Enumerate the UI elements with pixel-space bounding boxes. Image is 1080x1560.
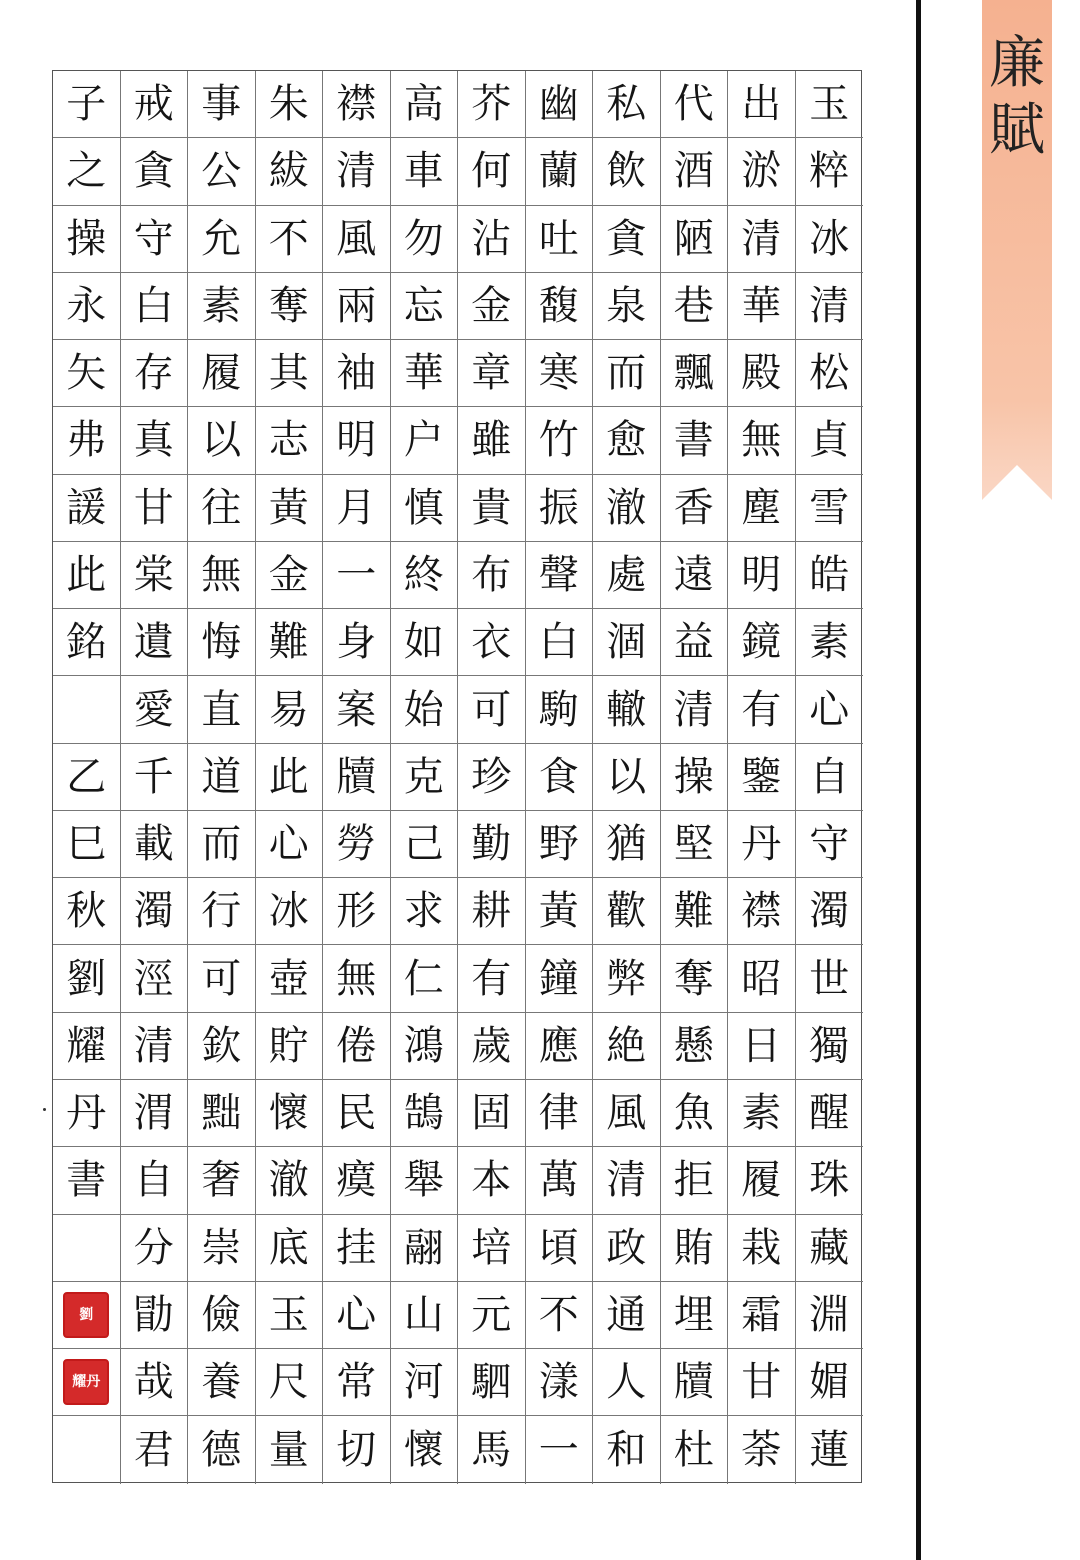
grid-cell: 霜 (728, 1282, 796, 1349)
grid-cell: 素 (796, 609, 864, 676)
grid-cell: 駟 (458, 1349, 526, 1416)
grid-cell: 直 (188, 676, 256, 743)
grid-cell: 山 (391, 1282, 459, 1349)
grid-cell: 一 (323, 542, 391, 609)
grid-cell: 澈 (256, 1147, 324, 1214)
grid-cell: 養 (188, 1349, 256, 1416)
grid-cell: 明 (728, 542, 796, 609)
grid-cell: 事 (188, 71, 256, 138)
grid-cell (53, 676, 121, 743)
grid-cell: 松 (796, 340, 864, 407)
grid-cell: 雪 (796, 475, 864, 542)
grid-cell: 愈 (593, 407, 661, 474)
grid-cell: 拒 (661, 1147, 729, 1214)
grid-cell: 日 (728, 1013, 796, 1080)
grid-cell (53, 1215, 121, 1282)
grid-cell: 堅 (661, 811, 729, 878)
seal-stamp: 耀丹 (63, 1359, 109, 1405)
grid-cell: 底 (256, 1215, 324, 1282)
grid-cell: 風 (323, 206, 391, 273)
grid-cell: 千 (121, 744, 189, 811)
grid-cell: 鑒 (728, 744, 796, 811)
grid-cell: 難 (256, 609, 324, 676)
grid-cell: 萬 (526, 1147, 594, 1214)
grid-cell: 忘 (391, 273, 459, 340)
grid-cell: 可 (188, 945, 256, 1012)
grid-cell: 黃 (526, 878, 594, 945)
grid-cell: 轍 (593, 676, 661, 743)
grid-cell: 貯 (256, 1013, 324, 1080)
grid-cell: 陋 (661, 206, 729, 273)
grid-cell: 獨 (796, 1013, 864, 1080)
grid-cell: 襟 (323, 71, 391, 138)
grid-cell: 如 (391, 609, 459, 676)
grid-cell: 倦 (323, 1013, 391, 1080)
grid-cell: 清 (121, 1013, 189, 1080)
grid-cell: 懸 (661, 1013, 729, 1080)
grid-cell: 耕 (458, 878, 526, 945)
grid-cell: 野 (526, 811, 594, 878)
grid-cell: 食 (526, 744, 594, 811)
grid-cell: 吐 (526, 206, 594, 273)
grid-cell: 自 (121, 1147, 189, 1214)
grid-cell: 遠 (661, 542, 729, 609)
grid-cell: 清 (796, 273, 864, 340)
grid-cell: 魚 (661, 1080, 729, 1147)
grid-cell: 弊 (593, 945, 661, 1012)
grid-cell: 操 (661, 744, 729, 811)
grid-cell: 量 (256, 1416, 324, 1483)
grid-cell: 澈 (593, 475, 661, 542)
grid-cell: 華 (391, 340, 459, 407)
grid-cell: 金 (256, 542, 324, 609)
grid-cell: 鴻 (391, 1013, 459, 1080)
grid-cell: 民 (323, 1080, 391, 1147)
grid-cell: 載 (121, 811, 189, 878)
grid-cell: 冰 (796, 206, 864, 273)
grid-cell: 杜 (661, 1416, 729, 1483)
grid-cell: 巷 (661, 273, 729, 340)
grid-cell: 雖 (458, 407, 526, 474)
ink-dot (43, 1108, 46, 1111)
grid-cell: 貞 (796, 407, 864, 474)
grid-cell: 志 (256, 407, 324, 474)
grid-cell: 道 (188, 744, 256, 811)
grid-cell: 心 (796, 676, 864, 743)
grid-cell: 分 (121, 1215, 189, 1282)
grid-cell: 克 (391, 744, 459, 811)
grid-cell: 涇 (121, 945, 189, 1012)
grid-cell: 渭 (121, 1080, 189, 1147)
grid-cell: 哉 (121, 1349, 189, 1416)
grid-cell: 心 (323, 1282, 391, 1349)
grid-cell: 高 (391, 71, 459, 138)
grid-cell: 紱 (256, 138, 324, 205)
grid-cell: 濁 (796, 878, 864, 945)
grid-cell: 賄 (661, 1215, 729, 1282)
grid-cell: 而 (593, 340, 661, 407)
grid-cell: 身 (323, 609, 391, 676)
grid-cell: 淵 (796, 1282, 864, 1349)
grid-cell: 往 (188, 475, 256, 542)
grid-cell: 不 (526, 1282, 594, 1349)
grid-cell: 襟 (728, 878, 796, 945)
grid-cell: 鵠 (391, 1080, 459, 1147)
grid-cell: 冰 (256, 878, 324, 945)
grid-cell: 何 (458, 138, 526, 205)
grid-cell: 寒 (526, 340, 594, 407)
grid-cell: 培 (458, 1215, 526, 1282)
grid-cell: 自 (796, 744, 864, 811)
grid-cell: 真 (121, 407, 189, 474)
grid-cell: 淤 (728, 138, 796, 205)
grid-cell: 無 (188, 542, 256, 609)
grid-cell: 懷 (391, 1416, 459, 1483)
grid-cell: 竹 (526, 407, 594, 474)
grid-cell: 世 (796, 945, 864, 1012)
grid-cell: 愛 (121, 676, 189, 743)
grid-cell: 黜 (188, 1080, 256, 1147)
grid-cell: 皓 (796, 542, 864, 609)
grid-cell: 奢 (188, 1147, 256, 1214)
grid-cell: 風 (593, 1080, 661, 1147)
grid-cell: 戒 (121, 71, 189, 138)
grid-cell: 歡 (593, 878, 661, 945)
grid-cell: 幽 (526, 71, 594, 138)
grid-cell: 勿 (391, 206, 459, 273)
grid-cell: 其 (256, 340, 324, 407)
grid-cell: 常 (323, 1349, 391, 1416)
grid-cell: 飄 (661, 340, 729, 407)
grid-cell: 存 (121, 340, 189, 407)
grid-cell: 操 (53, 206, 121, 273)
grid-cell: 矢 (53, 340, 121, 407)
grid-cell: 振 (526, 475, 594, 542)
grid-cell: 守 (121, 206, 189, 273)
grid-cell: 丹 (728, 811, 796, 878)
grid-cell: 栽 (728, 1215, 796, 1282)
grid-cell: 處 (593, 542, 661, 609)
grid-cell: 涸 (593, 609, 661, 676)
grid-cell: 户 (391, 407, 459, 474)
grid-cell: 易 (256, 676, 324, 743)
grid-cell: 而 (188, 811, 256, 878)
grid-cell: 馥 (526, 273, 594, 340)
grid-cell: 珠 (796, 1147, 864, 1214)
grid-cell: 奪 (256, 273, 324, 340)
grid-cell: 耀 (53, 1013, 121, 1080)
grid-cell: 欽 (188, 1013, 256, 1080)
grid-cell: 人 (593, 1349, 661, 1416)
grid-cell: 無 (323, 945, 391, 1012)
grid-cell: 勤 (458, 811, 526, 878)
grid-cell: 君 (121, 1416, 189, 1483)
grid-cell: 章 (458, 340, 526, 407)
grid-cell: 書 (661, 407, 729, 474)
grid-cell: 履 (728, 1147, 796, 1214)
grid-cell: 求 (391, 878, 459, 945)
grid-cell: 諼 (53, 475, 121, 542)
grid-cell: 律 (526, 1080, 594, 1147)
grid-cell: 甘 (121, 475, 189, 542)
grid-cell: 巳 (53, 811, 121, 878)
grid-cell: 有 (728, 676, 796, 743)
grid-cell: 舉 (391, 1147, 459, 1214)
grid-cell: 甘 (728, 1349, 796, 1416)
grid-cell: 勞 (323, 811, 391, 878)
grid-cell: 難 (661, 878, 729, 945)
grid-cell: 元 (458, 1282, 526, 1349)
grid-cell: 以 (188, 407, 256, 474)
grid-cell: 貪 (593, 206, 661, 273)
grid-cell: 益 (661, 609, 729, 676)
grid-cell: 不 (256, 206, 324, 273)
grid-cell: 此 (53, 542, 121, 609)
grid-cell: 儉 (188, 1282, 256, 1349)
grid-cell: 沾 (458, 206, 526, 273)
grid-cell: 和 (593, 1416, 661, 1483)
grid-cell: 崇 (188, 1215, 256, 1282)
grid-cell: 貴 (458, 475, 526, 542)
title-char-1: 廉 (989, 31, 1045, 96)
grid-cell: 奪 (661, 945, 729, 1012)
grid-cell: 濁 (121, 878, 189, 945)
grid-cell: 貪 (121, 138, 189, 205)
grid-cell: 香 (661, 475, 729, 542)
grid-cell: 私 (593, 71, 661, 138)
grid-cell: 翮 (391, 1215, 459, 1282)
grid-cell: 明 (323, 407, 391, 474)
grid-cell: 尺 (256, 1349, 324, 1416)
grid-cell: 棠 (121, 542, 189, 609)
grid-cell: 素 (188, 273, 256, 340)
grid-cell: 切 (323, 1416, 391, 1483)
grid-cell: 之 (53, 138, 121, 205)
grid-cell: 心 (256, 811, 324, 878)
grid-cell: 此 (256, 744, 324, 811)
grid-cell: 固 (458, 1080, 526, 1147)
grid-cell: 遺 (121, 609, 189, 676)
grid-cell: 乙 (53, 744, 121, 811)
grid-cell: 劉 (53, 945, 121, 1012)
grid-cell: 白 (526, 609, 594, 676)
grid-cell: 挂 (323, 1215, 391, 1282)
grid-cell: 代 (661, 71, 729, 138)
grid-cell: 始 (391, 676, 459, 743)
grid-cell: 丹 (53, 1080, 121, 1147)
grid-cell: 飲 (593, 138, 661, 205)
grid-cell: 勖 (121, 1282, 189, 1349)
grid-cell: 鐘 (526, 945, 594, 1012)
grid-cell: 壺 (256, 945, 324, 1012)
grid-cell: 車 (391, 138, 459, 205)
grid-cell: 終 (391, 542, 459, 609)
grid-cell: 埋 (661, 1282, 729, 1349)
grid-cell: 形 (323, 878, 391, 945)
grid-cell: 金 (458, 273, 526, 340)
grid-cell: 有 (458, 945, 526, 1012)
grid-cell: 牘 (323, 744, 391, 811)
grid-cell: 允 (188, 206, 256, 273)
grid-cell: 弗 (53, 407, 121, 474)
grid-cell: 政 (593, 1215, 661, 1282)
grid-cell: 出 (728, 71, 796, 138)
grid-cell: 酒 (661, 138, 729, 205)
grid-cell: 蓮 (809, 1426, 850, 1473)
grid-cell: 悔 (188, 609, 256, 676)
grid-cell: 猶 (593, 811, 661, 878)
grid-cell: 履 (188, 340, 256, 407)
grid-cell (53, 1416, 121, 1483)
grid-cell: 泉 (593, 273, 661, 340)
grid-cell: 己 (391, 811, 459, 878)
grid-cell: 秋 (53, 878, 121, 945)
grid-cell: 荼 (728, 1416, 796, 1483)
grid-cell: 清 (728, 206, 796, 273)
grid-cell: 聲 (526, 542, 594, 609)
grid-cell: 衣 (458, 609, 526, 676)
grid-cell: 一 (526, 1416, 594, 1483)
grid-cell: 仁 (391, 945, 459, 1012)
grid-cell: 黃 (256, 475, 324, 542)
grid-cell (53, 1282, 121, 1349)
grid-cell: 清 (323, 138, 391, 205)
seal-stamp: 劉 (63, 1292, 109, 1338)
grid-cell: 通 (593, 1282, 661, 1349)
grid-cell: 殿 (728, 340, 796, 407)
grid-cell: 歲 (458, 1013, 526, 1080)
grid-cell: 行 (188, 878, 256, 945)
grid-cell: 無 (728, 407, 796, 474)
grid-cell: 德 (188, 1416, 256, 1483)
grid-cell: 本 (458, 1147, 526, 1214)
grid-cell: 漾 (526, 1349, 594, 1416)
calligraphy-grid (52, 70, 862, 1483)
grid-cell: 媚 (796, 1349, 864, 1416)
grid-cell: 白 (121, 273, 189, 340)
grid-cell: 駒 (526, 676, 594, 743)
page-divider-line (916, 0, 921, 1560)
grid-cell: 清 (661, 676, 729, 743)
grid-cell: 可 (458, 676, 526, 743)
grid-cell (53, 1349, 121, 1416)
title (982, 30, 1052, 164)
grid-cell: 塵 (728, 475, 796, 542)
grid-cell: 馬 (458, 1416, 526, 1483)
grid-cell: 頃 (526, 1215, 594, 1282)
grid-cell: 朱 (256, 71, 324, 138)
grid-cell: 華 (728, 273, 796, 340)
grid-cell: 袖 (323, 340, 391, 407)
grid-cell: 玉 (256, 1282, 324, 1349)
grid-cell: 牘 (661, 1349, 729, 1416)
grid-cell: 瘼 (323, 1147, 391, 1214)
grid-cell: 藏 (796, 1215, 864, 1282)
grid-cell: 案 (323, 676, 391, 743)
title-char-2: 賦 (989, 98, 1045, 164)
grid-cell: 永 (53, 273, 121, 340)
grid-cell: 珍 (458, 744, 526, 811)
grid-cell: 書 (53, 1147, 121, 1214)
grid-cell: 公 (188, 138, 256, 205)
grid-cell: 慎 (391, 475, 459, 542)
grid-cell: 布 (458, 542, 526, 609)
grid-cell: 玉 (796, 71, 864, 138)
grid-cell: 子 (53, 71, 121, 138)
grid-cell: 懷 (256, 1080, 324, 1147)
grid-cell: 以 (593, 744, 661, 811)
grid-cell: 醒 (796, 1080, 864, 1147)
grid-cell: 芥 (458, 71, 526, 138)
grid-cell: 粹 (796, 138, 864, 205)
grid-cell: 鏡 (728, 609, 796, 676)
grid-cell: 河 (391, 1349, 459, 1416)
grid-cell: 昭 (728, 945, 796, 1012)
grid-cell: 應 (526, 1013, 594, 1080)
grid-cell: 守 (796, 811, 864, 878)
grid-cell: 蘭 (526, 138, 594, 205)
grid-cell: 月 (323, 475, 391, 542)
grid-cell: 銘 (53, 609, 121, 676)
grid-cell: 兩 (323, 273, 391, 340)
grid-cell: 素 (728, 1080, 796, 1147)
grid-cell: 清 (593, 1147, 661, 1214)
grid-cell: 絶 (593, 1013, 661, 1080)
